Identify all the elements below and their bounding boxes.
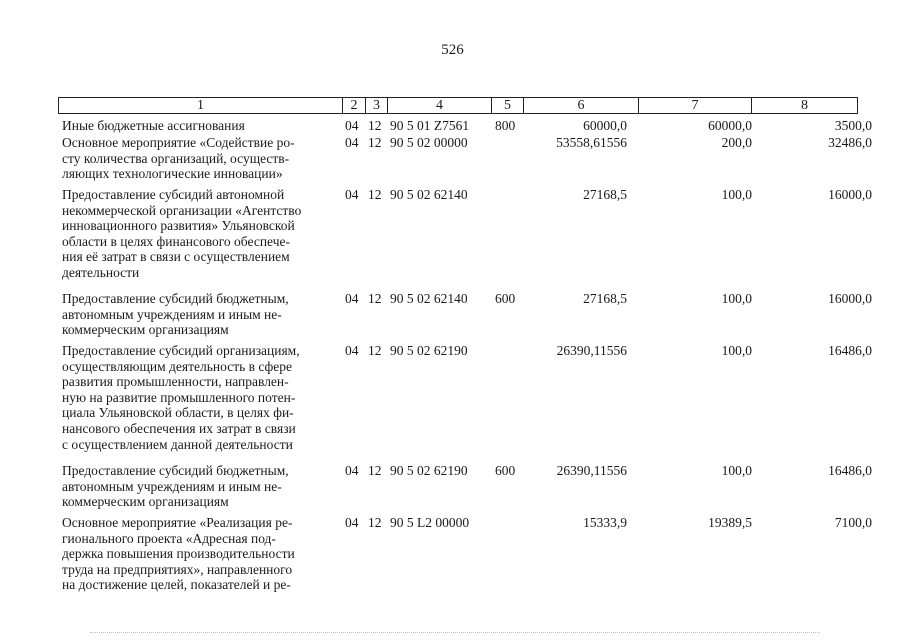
row-expense-type-code: 600 <box>495 463 516 478</box>
row-subsection-code: 12 <box>368 291 382 306</box>
row-value-col8: 32486,0 <box>828 135 872 150</box>
row-value-col8: 3500,0 <box>834 118 872 133</box>
row-description <box>62 135 333 182</box>
row-description <box>62 463 333 510</box>
row-section-code: 04 <box>345 291 359 306</box>
table-header-row <box>58 97 858 114</box>
row-target-article-code: 90 5 02 62140 <box>390 291 468 306</box>
row-value-col6: 27168,5 <box>583 291 627 306</box>
row-target-article-code: 90 5 02 62190 <box>390 343 468 358</box>
row-description-line: автономным учреждениям и иным не- <box>62 478 282 494</box>
row-value-col7: 200,0 <box>721 135 752 150</box>
row-value-col8: 7100,0 <box>834 515 872 530</box>
row-description-line: держка повышения производительности <box>62 546 295 562</box>
row-subsection-code: 12 <box>368 118 382 133</box>
header-col-6: 6 <box>524 98 639 113</box>
row-target-article-code: 90 5 01 Z7561 <box>390 118 470 133</box>
row-subsection-code: 12 <box>368 135 382 150</box>
row-value-col7: 19389,5 <box>708 515 752 530</box>
row-target-article-code: 90 5 02 00000 <box>390 135 468 150</box>
row-description-line: Предоставление субсидий организациям, <box>62 343 300 358</box>
row-description <box>62 187 333 281</box>
row-description-line: нансового обеспечения их затрат в связи <box>62 420 296 436</box>
row-description-line: инновационного развития» Ульяновской <box>62 218 295 234</box>
row-description-line: с осуществлением данной деятельности <box>62 436 293 452</box>
row-description <box>62 118 333 134</box>
row-value-col6: 15333,9 <box>583 515 627 530</box>
page-number: 526 <box>441 42 464 58</box>
row-description-line: труда на предприятиях», направленного <box>62 561 293 577</box>
row-description-line: ляющих технологические инновации» <box>62 166 283 182</box>
row-description-line: Предоставление субсидий бюджетным, <box>62 463 289 478</box>
row-value-col6: 27168,5 <box>583 187 627 202</box>
row-target-article-code: 90 5 L2 00000 <box>390 515 470 530</box>
row-value-col7: 100,0 <box>721 463 752 478</box>
row-subsection-code: 12 <box>368 515 382 530</box>
row-description <box>62 291 333 338</box>
row-description-line: ную на развитие промышленного потен- <box>62 389 296 405</box>
row-value-col7: 100,0 <box>721 343 752 358</box>
row-description-line: коммерческим организациям <box>62 322 229 338</box>
row-target-article-code: 90 5 02 62190 <box>390 463 468 478</box>
row-subsection-code: 12 <box>368 343 382 358</box>
row-description-line: области в целях финансового обеспече- <box>62 233 290 249</box>
row-value-col8: 16486,0 <box>828 343 872 358</box>
row-description-line: Предоставление субсидий бюджетным, <box>62 291 289 306</box>
row-section-code: 04 <box>345 187 359 202</box>
header-col-5: 5 <box>492 98 524 113</box>
row-description-line: некоммерческой организации «Агентство <box>62 202 302 218</box>
row-value-col6: 26390,11556 <box>556 463 627 478</box>
row-value-col8: 16486,0 <box>828 463 872 478</box>
row-target-article-code: 90 5 02 62140 <box>390 187 468 202</box>
row-section-code: 04 <box>345 515 359 530</box>
row-subsection-code: 12 <box>368 187 382 202</box>
header-col-8: 8 <box>801 98 808 113</box>
header-col-3: 3 <box>366 98 388 113</box>
header-col-4: 4 <box>388 98 492 113</box>
row-section-code: 04 <box>345 343 359 358</box>
row-description <box>62 343 333 452</box>
row-value-col8: 16000,0 <box>828 291 872 306</box>
row-description-line: автономным учреждениям и иным не- <box>62 306 282 322</box>
row-value-col7: 100,0 <box>721 187 752 202</box>
header-col-1: 1 <box>59 98 343 113</box>
row-section-code: 04 <box>345 463 359 478</box>
row-value-col6: 53558,61556 <box>556 135 627 150</box>
row-value-col6: 26390,11556 <box>556 343 627 358</box>
row-description-line: Иные бюджетные ассигнования <box>62 118 245 133</box>
row-description-line: Основное мероприятие «Содействие ро- <box>62 135 295 150</box>
row-subsection-code: 12 <box>368 463 382 478</box>
row-value-col7: 60000,0 <box>708 118 752 133</box>
row-description-line: на достижение целей, показателей и ре- <box>62 577 291 593</box>
row-value-col8: 16000,0 <box>828 187 872 202</box>
row-description-line: Основное мероприятие «Реализация ре- <box>62 515 293 530</box>
row-description-line: циала Ульяновской области, в целях фи- <box>62 405 294 421</box>
row-section-code: 04 <box>345 135 359 150</box>
row-description-line: коммерческим организациям <box>62 494 229 510</box>
row-description-line: ния её затрат в связи с осуществлением <box>62 249 290 265</box>
row-description-line: гионального проекта «Адресная под- <box>62 530 276 546</box>
row-description-line: деятельности <box>62 264 140 280</box>
row-description-line: развития промышленности, направлен- <box>62 374 289 390</box>
row-section-code: 04 <box>345 118 359 133</box>
scan-artifact-line <box>90 632 820 634</box>
row-description-line: осуществляющим деятельность в сфере <box>62 358 293 374</box>
header-col-2: 2 <box>343 98 366 113</box>
row-value-col6: 60000,0 <box>583 118 627 133</box>
row-value-col7: 100,0 <box>721 291 752 306</box>
row-expense-type-code: 600 <box>495 291 516 306</box>
row-description <box>62 515 333 593</box>
row-description-line: Предоставление субсидий автономной <box>62 187 285 202</box>
header-col-7: 7 <box>639 98 752 113</box>
row-description-line: сту количества организаций, осуществ- <box>62 150 290 166</box>
row-expense-type-code: 800 <box>495 118 516 133</box>
